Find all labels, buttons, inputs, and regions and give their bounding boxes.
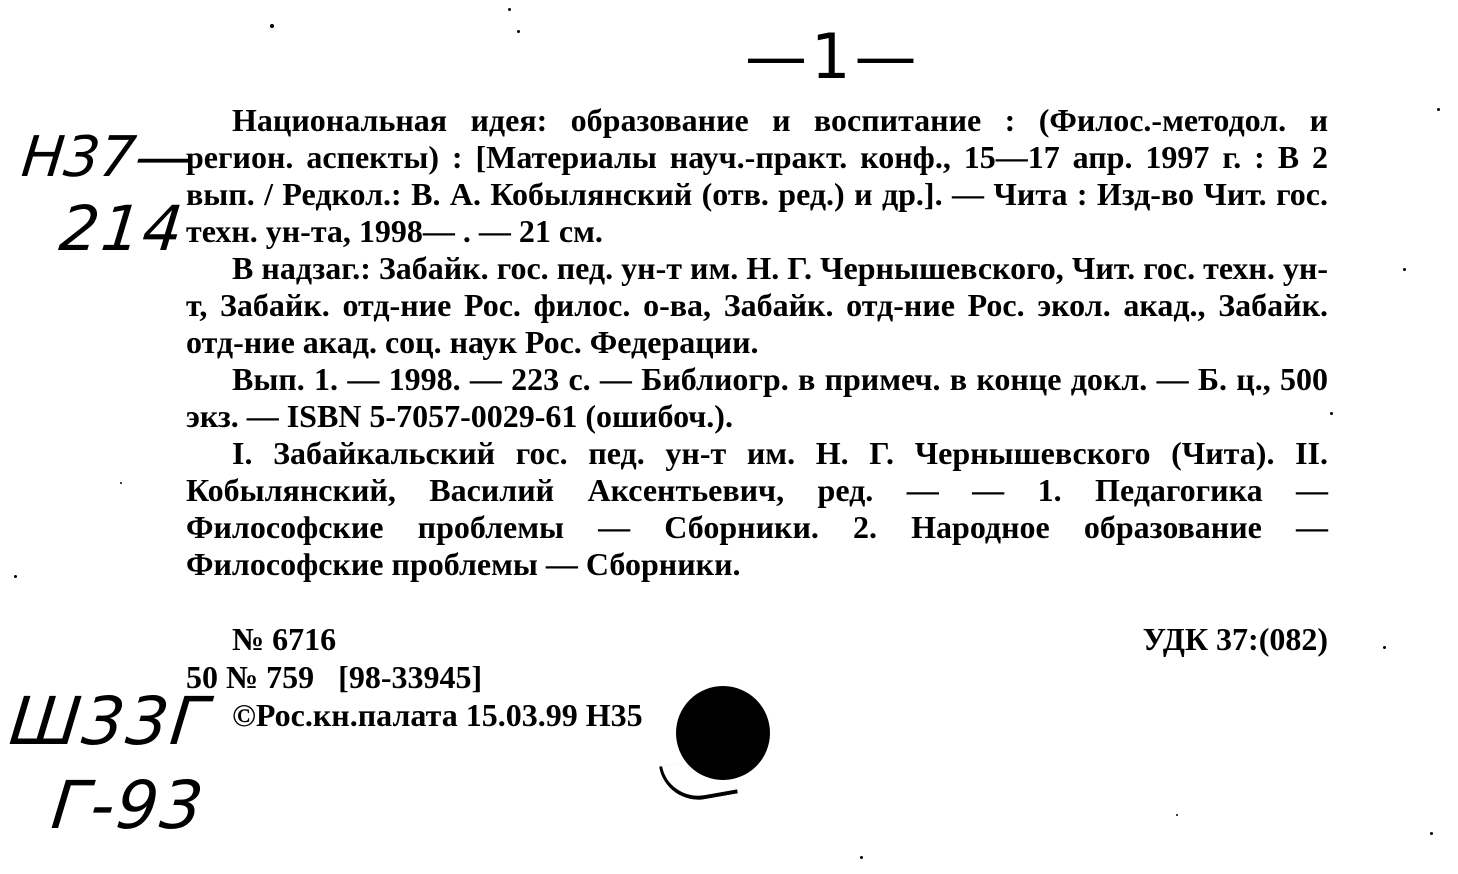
speck	[1437, 108, 1440, 111]
ink-blot-tail	[659, 754, 738, 806]
udk-code: УДК 37:(082)	[1142, 621, 1328, 657]
speck	[517, 30, 520, 33]
card-footer	[186, 620, 643, 734]
card-number: № 6716	[232, 621, 337, 657]
speck	[270, 24, 274, 28]
speck	[1383, 646, 1386, 649]
bibliographic-entry	[186, 102, 1328, 583]
speck	[1430, 832, 1433, 835]
entry-title-paragraph: Национальная идея: образование и воспитание : (Филос.-методол. и регион. аспекты) : [Материалы науч.-практ. конф., 15—17 апр. 1997 г. : В 2 вып. / Редкол.: В. А. Кобылянский (отв. ред.) и др.]. — Чита : Изд-во Чит. гос. техн. ун-та, 1998— . — 21 см.	[186, 102, 1328, 249]
speck	[120, 482, 122, 484]
speck	[14, 575, 17, 578]
copyright-line: ©Рос.кн.палата 15.03.99 Н35	[232, 697, 643, 733]
page-number: —1—	[745, 20, 921, 93]
order-number: 50 № 759 [98-33945]	[186, 659, 483, 695]
handwritten-classmark-bottom-2: Г-93	[48, 767, 209, 844]
handwritten-classmark-top-1: Н37—	[18, 125, 195, 190]
entry-header-note-paragraph: В надзаг.: Забайк. гос. пед. ун-т им. Н. Г. Чернышевского, Чит. гос. техн. ун-т, Забайк. отд-ние Рос. филос. о-ва, Забайк. отд-ние Рос. экол. акад., Забайк. отд-ние акад. соц. наук Рос. Федерации.	[186, 250, 1328, 360]
handwritten-classmark-top-2: 214	[56, 192, 189, 265]
speck	[1403, 268, 1406, 271]
speck	[508, 8, 511, 11]
entry-issue-paragraph: Вып. 1. — 1998. — 223 с. — Библиогр. в примеч. в конце докл. — Б. ц., 500 экз. — ISBN 5-7057-0029-61 (ошибоч.).	[186, 361, 1328, 434]
entry-subjects-paragraph: I. Забайкальский гос. пед. ун-т им. Н. Г. Чернышевского (Чита). II. Кобылянский, Василий Аксентьевич, ред. — — 1. Педагогика — Философские проблемы — Сборники. 2. Народное образование — Философские проблемы — Сборники.	[186, 435, 1328, 582]
speck	[1176, 814, 1178, 816]
speck	[1330, 412, 1333, 415]
speck	[860, 856, 863, 859]
handwritten-classmark-bottom-1: Ш33Г	[6, 683, 214, 760]
